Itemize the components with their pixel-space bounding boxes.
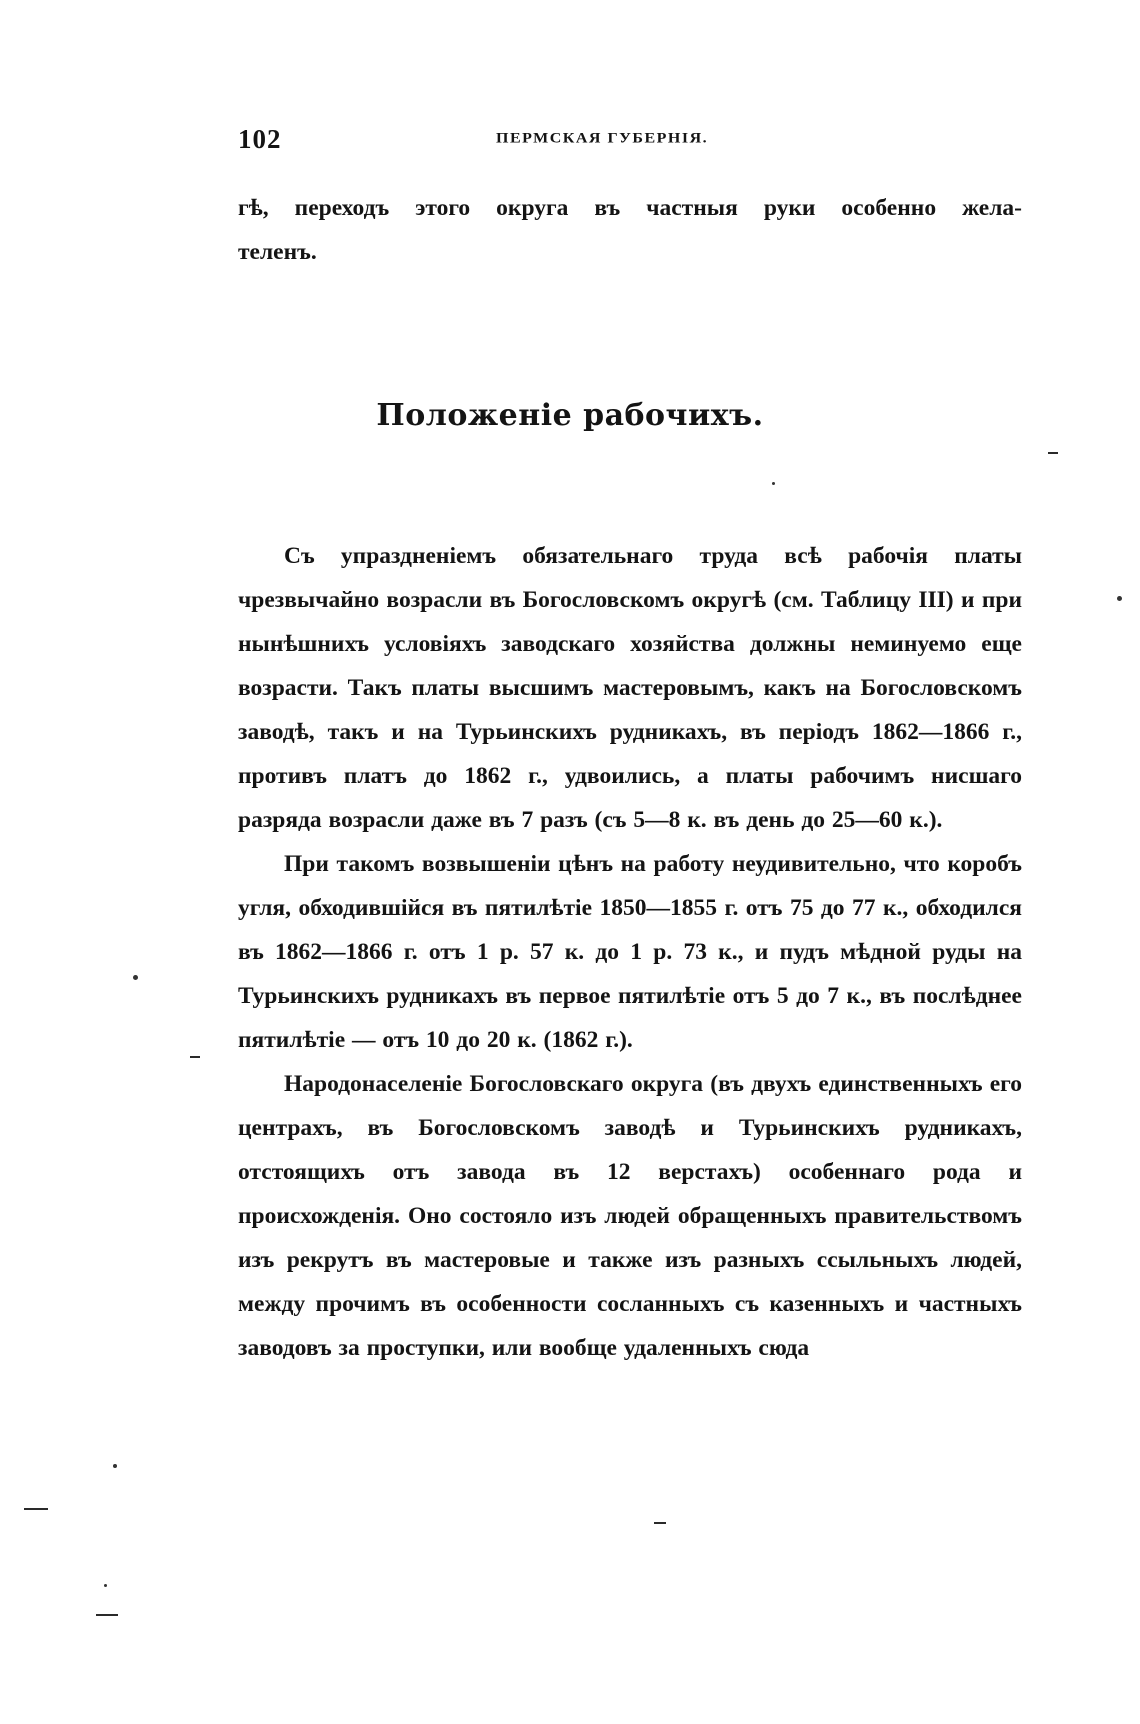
page-number: 102 (238, 124, 282, 154)
scan-speck (113, 1464, 117, 1468)
scan-speck (1117, 596, 1122, 601)
carryover-line-2: теленъ. (238, 239, 317, 265)
body-text (238, 534, 1022, 1370)
scan-mark (96, 1614, 118, 1616)
scan-speck (104, 1584, 107, 1587)
carryover-line-1: гѣ, переходъ этого округа въ частныя руки особенно жела- (238, 195, 1022, 221)
running-head (238, 124, 1018, 158)
scan-mark (190, 1056, 200, 1058)
carryover-text (238, 186, 1022, 274)
running-title: ПЕРМСКАЯ ГУБЕРНІЯ. (496, 130, 709, 147)
scan-mark (1048, 452, 1058, 454)
paragraph-population: Народонаселеніе Богословскаго округа (въ двухъ единственныхъ его центрахъ, въ Богословскомъ заводѣ и Турьинскихъ рудникахъ, отстоящихъ отъ завода въ 12 верстахъ) особеннаго рода и происхожденія. Оно состояло изъ людей обращенныхъ правительствомъ изъ рекрутъ въ мастеровые и также изъ разныхъ ссыльныхъ людей, между прочимъ въ особенности сосланныхъ съ казенныхъ и частныхъ заводовъ за проступки, или вообще удаленныхъ сюда (238, 1071, 1022, 1361)
scan-speck (133, 975, 138, 980)
scan-mark (654, 1522, 666, 1524)
paragraph-prices: При такомъ возвышеніи цѣнъ на работу неудивительно, что коробъ угля, обходившійся въ пятилѣтіе 1850—1855 г. отъ 75 до 77 к., обходился въ 1862—1866 г. отъ 1 р. 57 к. до 1 р. 73 к., и пудъ мѣдной руды на Турьинскихъ рудникахъ въ первое пятилѣтіе отъ 5 до 7 к., въ послѣднее пятилѣтіе — отъ 10 до 20 к. (1862 г.). (238, 851, 1022, 1053)
scan-mark (24, 1508, 48, 1510)
paragraph-wages: Съ упраздненіемъ обязательнаго труда всѣ рабочія платы чрезвычайно возрасли въ Богословскомъ округѣ (см. Таблицу III) и при нынѣшнихъ условіяхъ заводскаго хозяйства должны неминуемо еще возрасти. Такъ платы высшимъ мастеровымъ, какъ на Богословскомъ заводѣ, такъ и на Турьинскихъ рудникахъ, въ періодъ 1862—1866 г., противъ платъ до 1862 г., удвоились, а платы рабочимъ нисшаго разряда возрасли даже въ 7 разъ (съ 5—8 к. въ день до 25—60 к.). (238, 543, 1022, 833)
section-title: Положеніе рабочихъ. (376, 398, 764, 433)
scan-speck (772, 482, 775, 485)
